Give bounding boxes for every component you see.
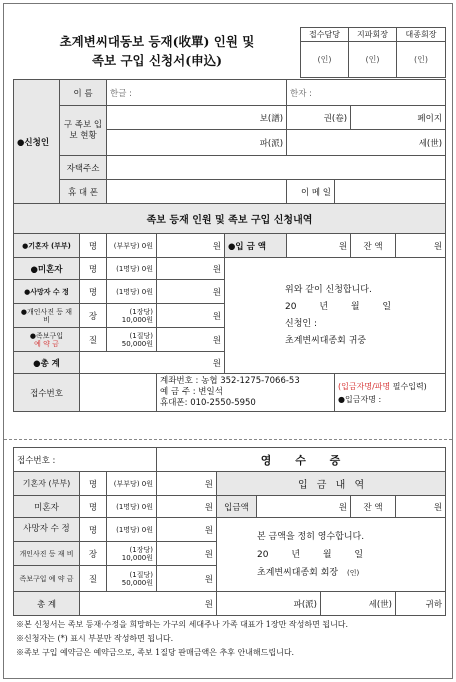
gwon-field[interactable]: 권(卷) <box>287 106 351 130</box>
note-3: ※족보 구입 예약금은 예약금으로, 족보 1질당 판매금액은 추후 안내해드립니다. <box>16 648 295 657</box>
section1-title: 족보 등재 인원 및 족보 구입 신청내역 <box>14 204 446 234</box>
photo-unit[interactable]: 장 <box>80 304 107 328</box>
receipt-no-field[interactable] <box>80 374 157 412</box>
r-single-fee: (1명당) 0원 <box>107 496 157 518</box>
total-amount[interactable]: 원 <box>80 352 225 374</box>
single-amount[interactable]: 원 <box>157 258 225 280</box>
r-married-amount[interactable]: 원 <box>157 472 217 496</box>
r-deposit-amount[interactable]: 원 <box>257 496 351 518</box>
r-photo-label: 개인사진 등 재 비 <box>14 542 80 566</box>
deposit-amount[interactable]: 원 <box>287 234 351 258</box>
title-line-2: 족보 구입 신청서(申込) <box>91 53 223 68</box>
r-photo-amount[interactable]: 원 <box>157 542 217 566</box>
application-form <box>3 3 453 679</box>
r-se-field[interactable]: 세(世) <box>321 592 396 616</box>
purchase-unit[interactable]: 질 <box>80 328 107 352</box>
r-signer <box>257 564 442 582</box>
photo-label: ●개인사진 등 재 비 <box>14 304 80 328</box>
confirmation-statement: 위와 같이 신청합니다. <box>285 284 372 295</box>
single-label: ●미혼자 <box>14 258 80 280</box>
receipt2-no-label[interactable]: 접수번호 : <box>14 448 157 472</box>
r-married-label: 기혼자 (부부) <box>14 472 80 496</box>
receipt-title: 영 수 증 <box>157 448 446 472</box>
approval-table <box>300 27 446 78</box>
receipt-no-label: 접수번호 <box>14 374 80 412</box>
account-number: 계좌번호 : 농협 352-1275-7066-53 <box>160 376 300 386</box>
r-purchase-label: 족보구입 예 약 금 <box>14 566 80 592</box>
required-note <box>338 380 442 393</box>
bo-field[interactable]: 보(譜) <box>107 106 287 130</box>
r-deceased-fee: (1명당) 0원 <box>107 518 157 542</box>
confirmation-date[interactable]: 20 년 월 일 <box>285 301 392 312</box>
applicant-signature[interactable]: 신청인 : <box>285 318 317 329</box>
r-purchase-unit[interactable]: 질 <box>80 566 107 592</box>
r-single-unit[interactable]: 명 <box>80 496 107 518</box>
se-field[interactable]: 세(世) <box>287 130 446 156</box>
phone-field[interactable] <box>107 180 287 204</box>
married-amount[interactable]: 원 <box>157 234 225 258</box>
r-confirmation-block <box>217 518 446 592</box>
address-label: 자택주소 <box>60 156 107 180</box>
old-genealogy-label: 구 족보 입보 현황 <box>60 106 107 156</box>
depositor-label: ●입금자명 : <box>338 394 382 404</box>
confirmation-block <box>225 258 446 374</box>
note-1: ※본 신청서는 족보 등재·수정을 희망하는 가구의 세대주나 가족 대표가 1장만 작성하면 됩니다. <box>16 620 349 629</box>
r-single-label: 미혼자 <box>14 496 80 518</box>
depositor-box[interactable] <box>335 374 446 412</box>
form-title <box>16 32 298 70</box>
r-stamp[interactable]: (인) <box>346 568 360 577</box>
married-label: ●기혼자 (부부) <box>14 234 80 258</box>
required-note-black: 필수입력) <box>390 381 427 391</box>
r-statement: 본 금액을 정히 영수합니다. <box>257 531 365 542</box>
total-label: ●총 계 <box>14 352 80 374</box>
account-holder: 예 금 주 : 변일석 <box>160 387 223 397</box>
r-married-fee: (부부당) 0원 <box>107 472 157 496</box>
pa-field[interactable]: 파(派) <box>107 130 287 156</box>
name-hangul-field[interactable]: 한글 : <box>107 80 287 106</box>
name-hanja-field[interactable]: 한자 : <box>287 80 446 106</box>
photo-amount[interactable]: 원 <box>157 304 225 328</box>
account-info <box>157 374 335 412</box>
receipt-table <box>13 447 446 616</box>
r-photo-unit[interactable]: 장 <box>80 542 107 566</box>
application-table <box>13 79 446 412</box>
r-date[interactable]: 20 년 월 일 <box>257 549 364 560</box>
address-field[interactable] <box>107 156 446 180</box>
confirmation-org: 초계변씨대종회 귀중 <box>285 335 367 346</box>
r-balance-label: 잔 액 <box>351 496 396 518</box>
title-line-1: 초계변씨대동보 등재(收單) 인원 및 <box>59 34 255 49</box>
deceased-fee: (1명당) 0원 <box>107 280 157 304</box>
email-label: 이 메 일 <box>287 180 335 204</box>
name-label: 이 름 <box>60 80 107 106</box>
purchase-fee: (1질당) 50,000원 <box>107 328 157 352</box>
notes <box>16 618 446 660</box>
single-unit[interactable]: 명 <box>80 258 107 280</box>
email-field[interactable] <box>335 180 446 204</box>
approval-role: 접수담당 <box>301 28 349 42</box>
r-purchase-fee: (1질당) 50,000원 <box>107 566 157 592</box>
balance-label: 잔 액 <box>351 234 396 258</box>
r-single-amount[interactable]: 원 <box>157 496 217 518</box>
cut-line <box>4 439 452 440</box>
deceased-label: ●사망자 수 정 <box>14 280 80 304</box>
r-total-label: 총 계 <box>14 592 80 616</box>
approval-stamp[interactable]: (인) <box>349 42 397 78</box>
approval-stamp[interactable]: (인) <box>301 42 349 78</box>
phone-label: 휴 대 폰 <box>60 180 107 204</box>
r-balance-amount[interactable]: 원 <box>396 496 446 518</box>
balance-amount[interactable]: 원 <box>396 234 446 258</box>
r-deceased-unit[interactable]: 명 <box>80 518 107 542</box>
approval-role: 대종회장 <box>397 28 446 42</box>
r-photo-fee: (1장당) 10,000원 <box>107 542 157 566</box>
deceased-amount[interactable]: 원 <box>157 280 225 304</box>
purchase-amount[interactable]: 원 <box>157 328 225 352</box>
single-fee: (1명당) 0원 <box>107 258 157 280</box>
approval-stamp[interactable]: (인) <box>397 42 446 78</box>
applicant-label: ●신청인 <box>14 80 60 204</box>
r-deposit-header: 입 금 내 역 <box>217 472 446 496</box>
married-fee: (부부당) 0원 <box>107 234 157 258</box>
deposit-label: ●입 금 액 <box>225 234 287 258</box>
note-2: ※신청자는 (*) 표시 부분만 작성하면 됩니다. <box>16 634 174 643</box>
purchase-label-line1: ●족보구입 <box>29 331 64 340</box>
approval-role: 지파회장 <box>349 28 397 42</box>
r-deceased-amount[interactable]: 원 <box>157 518 217 542</box>
r-purchase-amount[interactable]: 원 <box>157 566 217 592</box>
required-note-red: (입금자명/파명 <box>338 381 391 391</box>
purchase-label <box>14 328 80 352</box>
r-gwiha: 귀하 <box>396 592 446 616</box>
purchase-label-line2: 예 약 금 <box>34 339 59 348</box>
r-deposit-label: 입금액 <box>217 496 257 518</box>
page-field[interactable]: 페이지 <box>351 106 446 130</box>
r-signer-name: 초계변씨대종회 회장 <box>257 567 339 578</box>
r-total-amount[interactable]: 원 <box>80 592 217 616</box>
married-unit[interactable]: 명 <box>80 234 107 258</box>
photo-fee: (1장당) 10,000원 <box>107 304 157 328</box>
r-married-unit[interactable]: 명 <box>80 472 107 496</box>
r-deceased-label: 사망자 수 정 <box>14 518 80 542</box>
deceased-unit[interactable]: 명 <box>80 280 107 304</box>
r-pa-field[interactable]: 파(派) <box>217 592 321 616</box>
account-mobile: 휴대폰: 010-2550-5950 <box>160 398 256 408</box>
